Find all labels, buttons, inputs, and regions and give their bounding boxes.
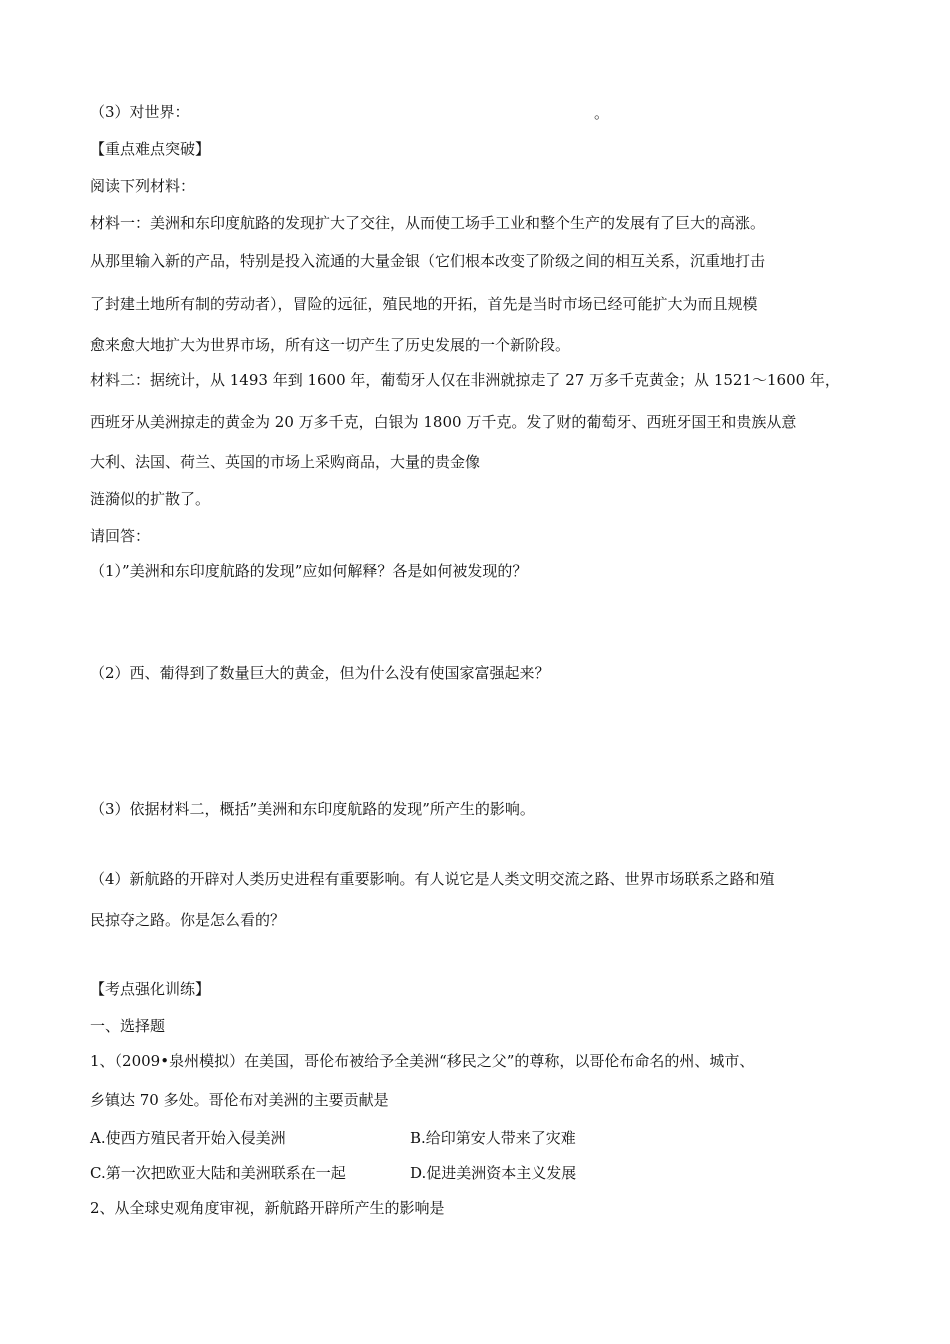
choice-2-stem-line-1: 2、从全球史观角度审视，新航路开辟所产生的影响是 <box>90 1199 445 1217</box>
choice-1-option-b: B.给印第安人带来了灾难 <box>410 1129 576 1147</box>
choice-1-option-d: D.促进美洲资本主义发展 <box>410 1164 577 1182</box>
material-one-line-2: 从那里输入新的产品，特别是投入流通的大量金银（它们根本改变了阶级之间的相互关系，沉重地打击 <box>90 252 766 270</box>
choice-1-option-c: C.第一次把欧亚大陆和美洲联系在一起 <box>90 1164 346 1182</box>
material-two-line-1: 材料二：据统计，从 1493 年到 1600 年，葡萄牙人仅在非洲就掠走了 27 万多千克黄金；从 1521～1600 年， <box>90 371 840 389</box>
instruction-read-material: 阅读下列材料： <box>90 177 196 195</box>
question-3: （3）依据材料二，概括”美洲和东印度航路的发现”所产生的影响。 <box>90 800 535 818</box>
material-two-line-4: 涟漪似的扩散了。 <box>90 490 211 508</box>
question-3-world: （3）对世界： <box>90 103 190 121</box>
instruction-please-answer: 请回答： <box>90 527 151 545</box>
choice-1-option-a: A.使西方殖民者开始入侵美洲 <box>90 1129 286 1147</box>
choice-1-stem-line-1: 1、（2009•泉州模拟）在美国，哥伦布被给予全美洲“移民之父”的尊称，以哥伦布命名的州、城市、 <box>90 1052 755 1070</box>
question-4-line-2: 民掠夺之路。你是怎么看的？ <box>90 911 286 929</box>
question-1: （1）”美洲和东印度航路的发现”应如何解释？各是如何被发现的？ <box>90 562 528 580</box>
question-3-world-end: 。 <box>594 104 610 122</box>
material-two-line-3: 大利、法国、荷兰、英国的市场上采购商品，大量的贵金像 <box>90 453 481 471</box>
question-4-line-1: （4）新航路的开辟对人类历史进程有重要影响。有人说它是人类文明交流之路、世界市场联系之路和殖 <box>90 870 775 888</box>
section-heading-training: 【考点强化训练】 <box>90 980 211 998</box>
section-heading-key-points: 【重点难点突破】 <box>90 140 211 158</box>
material-one-line-4: 愈来愈大地扩大为世界市场，所有这一切产生了历史发展的一个新阶段。 <box>90 336 571 354</box>
choice-section-title: 一、选择题 <box>90 1017 166 1035</box>
material-one-line-3: 了封建土地所有制的劳动者），冒险的远征，殖民地的开拓，首先是当时市场已经可能扩大为而且规模 <box>90 295 758 313</box>
choice-1-stem-line-2: 乡镇达 70 多处。哥伦布对美洲的主要贡献是 <box>90 1091 389 1109</box>
material-two-line-2: 西班牙从美洲掠走的黄金为 20 万多千克，白银为 1800 万千克。发了财的葡萄牙、西班牙国王和贵族从意 <box>90 413 797 431</box>
question-2: （2）西、葡得到了数量巨大的黄金，但为什么没有使国家富强起来？ <box>90 664 550 682</box>
material-one-line-1: 材料一：美洲和东印度航路的发现扩大了交往，从而使工场手工业和整个生产的发展有了巨大的高涨。 <box>90 214 766 232</box>
